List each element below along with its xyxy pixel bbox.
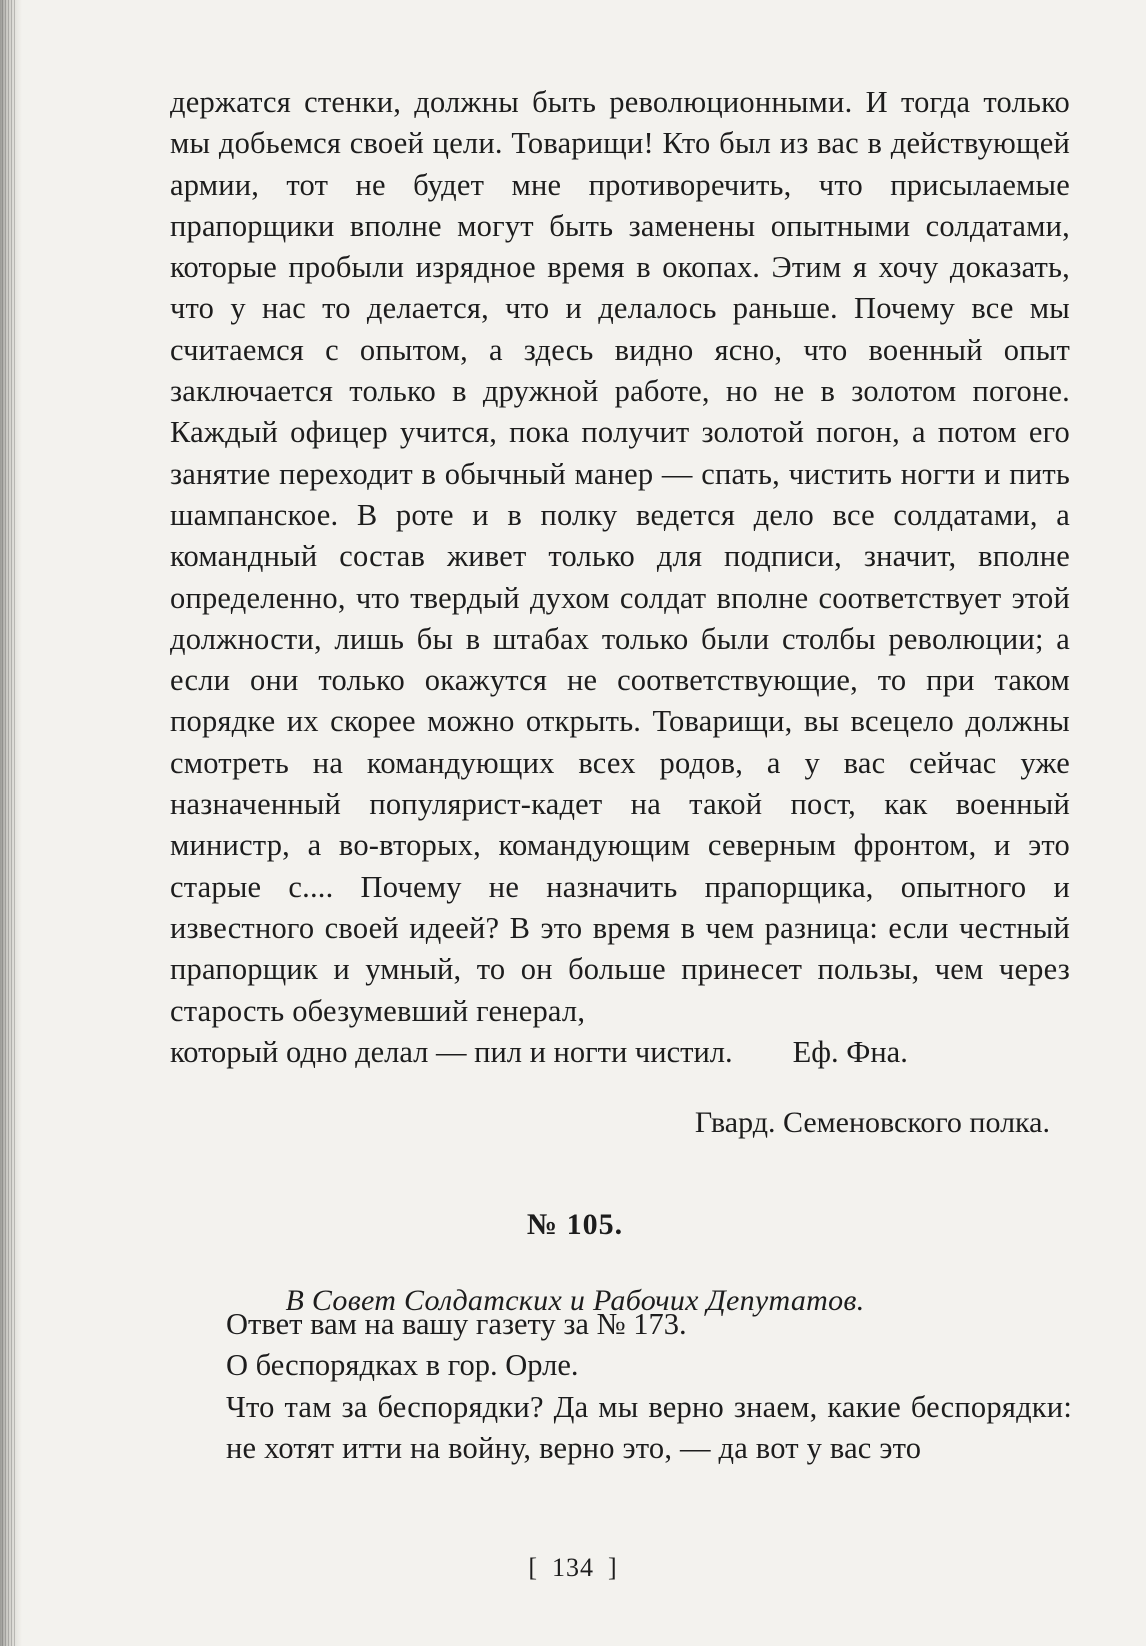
signature-line xyxy=(170,1032,1070,1073)
document-number: № 105. xyxy=(526,1208,624,1242)
reply-line: Ответ вам на вашу газету за № 173. xyxy=(226,1307,687,1341)
subject-line: О беспорядках в гор. Орле. xyxy=(226,1348,579,1383)
page-footer xyxy=(0,1552,1146,1584)
page-stack-lines xyxy=(2,0,16,1646)
page-body xyxy=(170,82,1070,1321)
page-number: 134 xyxy=(552,1553,594,1582)
close-bracket: ] xyxy=(608,1553,618,1582)
author-signature: Еф. Фна. xyxy=(792,1034,908,1069)
body-paragraph: Что там за беспорядки? Да мы верно знаем, какие беспорядки: не хотят итти на войну, верно это, — да вот у вас это xyxy=(226,1389,1072,1465)
document-address: В Совет Солдатских и Рабочих Депутатов. xyxy=(285,1284,865,1318)
closing-text: который одно делал — пил и ногти чистил. xyxy=(170,1034,733,1069)
document-105-body xyxy=(226,1304,1072,1469)
regiment-name: Гвард. Семеновского полка. xyxy=(694,1106,1050,1140)
open-bracket: [ xyxy=(528,1553,538,1582)
main-paragraph: держатся стенки, должны быть революционными. И тогда только мы добьемся своей цели. Товарищи! Кто был из вас в действующей армии, тот не будет мне противоречить, что присылаемые прапорщики вполне могут быть заменены опытными солдатами, которые пробыли изрядное время в окопах. Этим я хочу доказать, что у нас то делается, что и делалось раньше. Почему все мы считаемся с опытом, а здесь видно ясно, что военный опыт заключается только в дружной работе, но не в золотом погоне. Каждый офицер учится, пока получит золотой погон, а потом его занятие переходит в обычный манер — спать, чистить ногти и пить шампанское. В роте и в полку ведется дело все солдатами, а командный состав живет только для подписи, значит, вполне определенно, что твердый духом солдат вполне соответствует этой должности, лишь бы в штабах только были столбы революции; а если они только окажутся не соответствующие, то при таком порядке их скорее можно открыть. Товарищи, вы всецело должны смотреть на командующих всех родов, а у вас сейчас уже назначенный популярист-кадет на такой пост, как военный министр, а во-вторых, командующим северным фронтом, и это старые с.... Почему не назначить прапорщика, опытного и известного своей идеей? В это время в чем разница: если честный прапорщик и умный, то он больше принесет пользы, чем через старость обезумевший генерал, xyxy=(170,85,1070,1028)
